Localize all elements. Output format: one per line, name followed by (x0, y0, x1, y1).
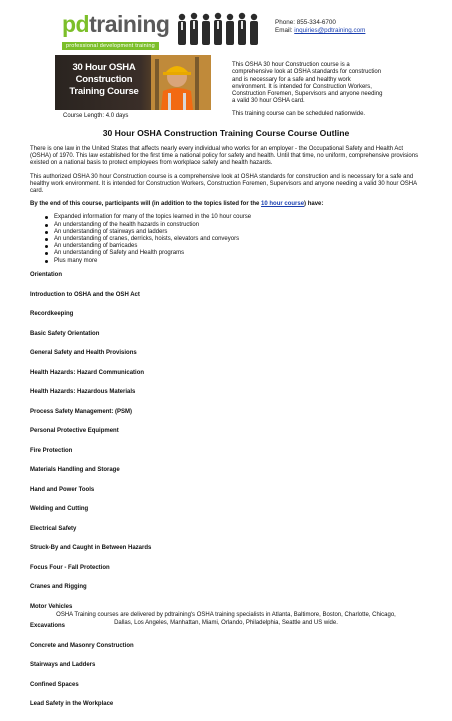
topic-heading: Fire Protection (30, 447, 73, 454)
email-link[interactable]: inquiries@pdtraining.com (294, 27, 366, 34)
topic-heading: Health Hazards: Hazard Communication (30, 369, 145, 376)
body-paragraph: There is one law in the United States that affects nearly every individual who works for an employer - the Occupational Safety and Health Act (OSHA) of 1970. This law established for the first time a national policy for safety and health. Until that time, no uniform, comprehensive provisions existed on a national basis to protect employees from workplace safety and health hazards. (30, 146, 419, 167)
topic-heading: Struck-By and Caught in Between Hazards (30, 545, 152, 551)
email-label: Email: (275, 27, 293, 34)
topic-heading: Motor Vehicles (30, 603, 73, 610)
topic-heading: Concrete and Masonry Construction (30, 642, 134, 649)
list-item: An understanding of Safety and Health programs (54, 250, 422, 257)
staff-photo-strip (176, 11, 260, 47)
topic-heading: Hand and Power Tools (30, 486, 95, 493)
pdtraining-logo (62, 11, 170, 52)
phone-number: Phone: 855-334-6700 (275, 19, 336, 26)
topic-heading: Focus Four - Fall Protection (30, 564, 110, 571)
topic-heading: Welding and Cutting (30, 506, 89, 512)
course-banner-image (55, 55, 211, 110)
list-item: An understanding of stairways and ladders (54, 229, 422, 236)
topic-heading: Electrical Safety (30, 525, 77, 532)
outline-body (30, 146, 422, 273)
objectives-list (30, 214, 422, 264)
footer-line: OSHA Training courses are delivered by pdtraining's OSHA training specialists in Atlanta, Baltimore, Boston, Charlotte, Chicago, (56, 612, 396, 618)
ten-hour-course-link[interactable]: 10 hour course (261, 201, 305, 208)
topic-heading: Excavations (30, 623, 66, 629)
topic-heading: Orientation (30, 272, 63, 278)
logo-tagline: professional development training (62, 42, 159, 50)
topic-heading: Confined Spaces (30, 681, 79, 688)
footer-line: Dallas, Los Angeles, Manhattan, Miami, Orlando, Philadelphia, Seattle and US wide. (114, 620, 338, 626)
objectives-lead: By the end of this course, participants will (in addition to the topics listed for the 10 hour course) have: (30, 201, 324, 208)
list-item: Expanded information for many of the topics learned in the 10 hour course (54, 214, 422, 221)
topic-heading: Health Hazards: Hazardous Materials (30, 389, 136, 395)
list-item: An understanding of the health hazards in construction (54, 222, 422, 229)
course-length: Course Length: 4.0 days (63, 113, 129, 119)
topic-heading: Cranes and Rigging (30, 584, 87, 590)
contact-info (275, 19, 365, 35)
course-intro (232, 62, 387, 123)
intro-paragraph: This training course can be scheduled nationwide. (232, 110, 366, 117)
course-banner-title: 30 Hour OSHA Construction Training Course (69, 62, 139, 97)
topic-heading: Personal Protective Equipment (30, 428, 119, 434)
topic-heading: Process Safety Management: (PSM) (30, 408, 133, 415)
topic-heading: Stairways and Ladders (30, 662, 96, 668)
page-footer (0, 611, 452, 627)
topics-list (30, 272, 420, 721)
logo-pd-text: pd (62, 11, 90, 37)
intro-paragraph: This OSHA 30 hour Construction course is a comprehensive look at OSHA standards for construction and is necessary for a safe and healthy work environment. It is intended for Construction Workers, Construction Foremen, Supervisors and anyone needing a valid 30 hour OSHA card. (232, 62, 383, 105)
topic-heading: General Safety and Health Provisions (30, 350, 137, 356)
topic-heading: Basic Safety Orientation (30, 330, 100, 337)
outline-title: 30 Hour OSHA Construction Training Course Course Outline (102, 128, 350, 138)
topic-heading: Lead Safety in the Workplace (30, 701, 114, 707)
list-item: An understanding of barricades (54, 243, 422, 250)
body-paragraph: This authorized OSHA 30 hour Construction course is a comprehensive look at OSHA standards for construction and is necessary for a safe and healthy work environment. It is intended for Construction Workers, Construction Foremen, Supervisors and anyone needing a valid 30 hour OSHA card. (30, 173, 417, 195)
topic-heading: Materials Handling and Storage (30, 467, 120, 473)
topic-heading: Recordkeeping (30, 311, 74, 317)
logo-training-text: training (89, 11, 170, 37)
list-item: Plus many more (54, 258, 422, 265)
topic-heading: Introduction to OSHA and the OSH Act (30, 291, 140, 298)
list-item: An understanding of cranes, derricks, hoists, elevators and conveyors (54, 236, 422, 243)
